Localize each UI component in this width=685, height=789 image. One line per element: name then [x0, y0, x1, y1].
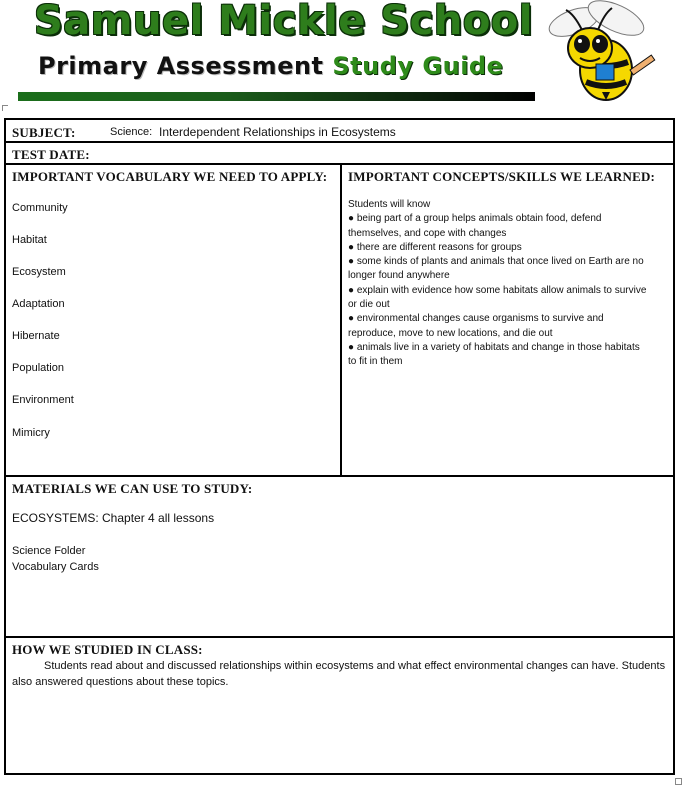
concept-line: ● animals live in a variety of habitats and change in those habitats: [348, 341, 640, 353]
concept-line: reproduce, move to new locations, and die out: [348, 327, 553, 339]
vocab-item: Hibernate: [12, 330, 60, 342]
materials-line: ECOSYSTEMS: Chapter 4 all lessons: [12, 511, 215, 525]
concept-line: ● environmental changes cause organisms to survive and: [348, 313, 604, 325]
concept-line: ● being part of a group helps animals obtain food, defend: [348, 213, 602, 225]
subject-label: SUBJECT:: [12, 125, 76, 140]
column-divider: [340, 163, 342, 476]
concept-line: ● explain with evidence how some habitats allow animals to survive: [348, 284, 647, 296]
vocab-item: Adaptation: [12, 298, 65, 310]
subtitle-primary-assessment: Primary Assessment: [38, 52, 324, 80]
studied-text: Students read about and discussed relationships within ecosystems and what effect environmental changes can have. Students also answered questions about these topics.: [12, 660, 666, 688]
materials-line: Science Folder: [12, 545, 86, 557]
vocab-item: Mimicry: [12, 427, 50, 439]
concept-line: to fit in them: [348, 356, 403, 368]
divider: [6, 141, 673, 143]
concepts-label: IMPORTANT CONCEPTS/SKILLS WE LEARNED:: [348, 169, 656, 184]
page-corner-mark: [2, 105, 8, 111]
school-name: Samuel Mickle School: [34, 0, 533, 44]
concept-line: themselves, and cope with changes: [348, 227, 507, 239]
concept-line: longer found anywhere: [348, 270, 450, 282]
studied-label: HOW WE STUDIED IN CLASS:: [12, 642, 203, 657]
materials-label: MATERIALS WE CAN USE TO STUDY:: [12, 481, 253, 496]
vocab-item: Community: [12, 202, 68, 214]
hornet-mascot-icon: [544, 0, 668, 104]
concept-line: or die out: [348, 299, 390, 311]
vocab-item: Environment: [12, 394, 74, 406]
vocab-label: IMPORTANT VOCABULARY WE NEED TO APPLY:: [12, 169, 328, 184]
page-header: [0, 0, 685, 110]
divider: [6, 475, 673, 477]
vocab-item: Habitat: [12, 234, 47, 246]
vocab-item: Ecosystem: [12, 266, 66, 278]
vocab-item: Population: [12, 362, 64, 374]
guide-subtitle: [38, 52, 503, 80]
concept-line: ● some kinds of plants and animals that once lived on Earth are no: [348, 256, 644, 268]
test-date-label: TEST DATE:: [12, 147, 90, 162]
subject-value: Interdependent Relationships in Ecosystems: [159, 125, 396, 139]
subtitle-study-guide: Study Guide: [332, 52, 504, 80]
concept-line: ● there are different reasons for groups: [348, 241, 522, 253]
resize-handle[interactable]: [675, 778, 682, 785]
concepts-list: [348, 198, 674, 370]
materials-line: Vocabulary Cards: [12, 561, 99, 573]
header-divider-bar: [18, 92, 535, 101]
study-guide-form: [4, 118, 675, 775]
subject-prefix: Science:: [110, 126, 153, 138]
concepts-intro: Students will know: [348, 199, 431, 210]
divider: [6, 636, 673, 638]
